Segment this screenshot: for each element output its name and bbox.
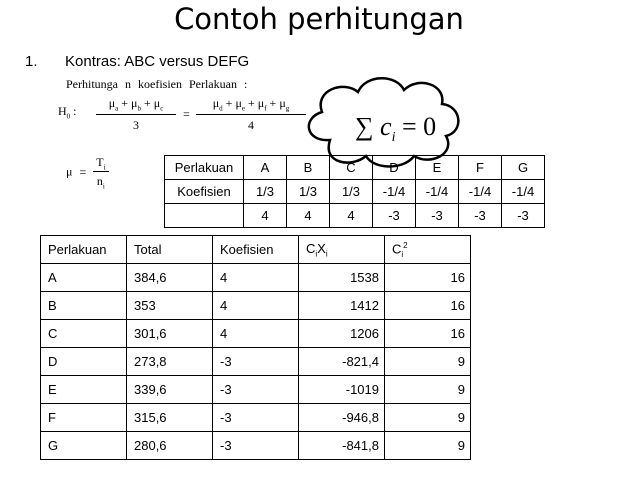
table-cell: Koefisien bbox=[165, 180, 244, 204]
cell-koefisien: -3 bbox=[213, 348, 299, 376]
fraction-defg-denominator: 4 bbox=[248, 118, 254, 133]
table-cell: -1/4 bbox=[416, 180, 459, 204]
cell-koefisien: -3 bbox=[213, 376, 299, 404]
subscript: b bbox=[137, 104, 141, 113]
table-row bbox=[41, 404, 471, 432]
cell-total: 280,6 bbox=[127, 432, 213, 460]
mu-symbol: μ bbox=[279, 96, 286, 110]
hypothesis-label bbox=[58, 104, 77, 120]
table-cell: C bbox=[330, 156, 373, 180]
mu-symbol: μ bbox=[212, 96, 220, 110]
header-cx bbox=[299, 236, 385, 264]
equals-sign: = bbox=[183, 107, 190, 121]
sigma-icon: ∑ bbox=[355, 112, 374, 141]
cell-c2: 9 bbox=[385, 432, 471, 460]
table-cell: 4 bbox=[330, 204, 373, 228]
header-c-letter: C bbox=[306, 240, 316, 256]
cell-cx: 1206 bbox=[299, 320, 385, 348]
fraction-defg-numerator bbox=[196, 96, 306, 115]
table-cell: -1/4 bbox=[502, 180, 545, 204]
table-cell: F bbox=[459, 156, 502, 180]
mu-symbol: μ bbox=[257, 96, 265, 110]
table-row bbox=[41, 348, 471, 376]
table-cell: -3 bbox=[373, 204, 416, 228]
table-cell: 4 bbox=[287, 204, 330, 228]
plus-sign: + bbox=[143, 96, 151, 110]
cell-perlakuan: E bbox=[41, 376, 127, 404]
header-koefisien: Koefisien bbox=[213, 236, 299, 264]
cell-c2: 16 bbox=[385, 320, 471, 348]
mean-numerator bbox=[93, 155, 108, 172]
cell-perlakuan: D bbox=[41, 348, 127, 376]
table-cell: -1/4 bbox=[373, 180, 416, 204]
equals-sign: = bbox=[401, 112, 417, 141]
subscript: e bbox=[241, 104, 245, 113]
plus-sign: + bbox=[247, 96, 255, 110]
cell-koefisien: -3 bbox=[213, 404, 299, 432]
plus-sign: + bbox=[269, 96, 277, 110]
table-cell: G bbox=[502, 156, 545, 180]
table-cell bbox=[165, 204, 244, 228]
mean-formula bbox=[66, 155, 109, 191]
mean-equals: = bbox=[79, 164, 87, 179]
h0-subscript: 0 bbox=[66, 112, 71, 121]
table-cell: D bbox=[373, 156, 416, 180]
subtitle-text: Kontras: ABC versus DEFG bbox=[65, 53, 250, 70]
subscript: d bbox=[219, 104, 223, 113]
table-cell: -3 bbox=[502, 204, 545, 228]
cell-koefisien: -3 bbox=[213, 432, 299, 460]
superscript: 2 bbox=[403, 240, 408, 250]
table-cell: Perlakuan bbox=[165, 156, 244, 180]
table-cell: -3 bbox=[459, 204, 502, 228]
list-number: 1. bbox=[25, 53, 38, 70]
table-row bbox=[41, 376, 471, 404]
cell-koefisien: 4 bbox=[213, 292, 299, 320]
table-row bbox=[41, 292, 471, 320]
header-total: Total bbox=[127, 236, 213, 264]
table-row bbox=[41, 320, 471, 348]
cell-cx: -1019 bbox=[299, 376, 385, 404]
fraction-abc bbox=[96, 96, 176, 133]
subscript: a bbox=[115, 104, 119, 113]
cell-perlakuan: B bbox=[41, 292, 127, 320]
zero-value: 0 bbox=[423, 112, 437, 141]
header-perlakuan: Perlakuan bbox=[41, 236, 127, 264]
c-letter: c bbox=[380, 112, 392, 141]
cell-c2: 9 bbox=[385, 376, 471, 404]
table-cell: 4 bbox=[244, 204, 287, 228]
slide-title: Contoh perhitungan bbox=[174, 2, 464, 36]
cell-total: 339,6 bbox=[127, 376, 213, 404]
table-row bbox=[41, 264, 471, 292]
mu-symbol: μ bbox=[131, 96, 138, 110]
table-cell: E bbox=[416, 156, 459, 180]
contrast-sum-formula bbox=[355, 112, 436, 146]
mu-symbol: μ bbox=[66, 164, 73, 179]
cell-cx: 1538 bbox=[299, 264, 385, 292]
fraction-defg bbox=[196, 96, 306, 133]
table-cell: 1/3 bbox=[330, 180, 373, 204]
table-header-row bbox=[41, 236, 471, 264]
table-row bbox=[41, 432, 471, 460]
mu-symbol: μ bbox=[108, 96, 116, 110]
mean-fraction bbox=[93, 155, 108, 191]
subscript: i bbox=[315, 249, 318, 259]
table-cell: A bbox=[244, 156, 287, 180]
count-letter: n bbox=[96, 174, 103, 189]
subscript: g bbox=[285, 104, 290, 113]
cell-cx: -821,4 bbox=[299, 348, 385, 376]
cell-total: 353 bbox=[127, 292, 213, 320]
cell-cx: 1412 bbox=[299, 292, 385, 320]
h0-letter: H bbox=[58, 104, 67, 118]
cell-c2: 16 bbox=[385, 292, 471, 320]
table-row bbox=[165, 180, 545, 204]
cell-koefisien: 4 bbox=[213, 320, 299, 348]
cell-perlakuan: G bbox=[41, 432, 127, 460]
mean-denominator bbox=[93, 172, 108, 190]
cell-cx: -841,8 bbox=[299, 432, 385, 460]
table-cell: -1/4 bbox=[459, 180, 502, 204]
subscript: f bbox=[264, 104, 267, 113]
plus-sign: + bbox=[121, 96, 129, 110]
fraction-abc-numerator bbox=[96, 96, 176, 115]
subscript: i bbox=[325, 249, 328, 259]
table-cell: 1/3 bbox=[244, 180, 287, 204]
header-x-letter: X bbox=[317, 240, 326, 256]
cell-total: 273,8 bbox=[127, 348, 213, 376]
plus-sign: + bbox=[225, 96, 233, 110]
subscript: c bbox=[160, 104, 164, 113]
cell-c2: 9 bbox=[385, 348, 471, 376]
cell-total: 315,6 bbox=[127, 404, 213, 432]
header-c-letter: C bbox=[392, 240, 402, 256]
cell-c2: 16 bbox=[385, 264, 471, 292]
cell-koefisien: 4 bbox=[213, 264, 299, 292]
cell-perlakuan: C bbox=[41, 320, 127, 348]
formula-heading: Perhitunga n koefisien Perlakuan : bbox=[66, 77, 248, 91]
cell-perlakuan: F bbox=[41, 404, 127, 432]
subtitle bbox=[25, 53, 249, 70]
table-row bbox=[165, 204, 545, 228]
cell-cx: -946,8 bbox=[299, 404, 385, 432]
fraction-abc-denominator: 3 bbox=[133, 118, 139, 133]
cell-total: 301,6 bbox=[127, 320, 213, 348]
cell-c2: 9 bbox=[385, 404, 471, 432]
subscript: i bbox=[103, 163, 106, 172]
subscript: i bbox=[102, 182, 105, 191]
subscript: i bbox=[401, 249, 404, 259]
coefficient-table bbox=[164, 155, 545, 228]
header-c2 bbox=[385, 236, 471, 264]
cell-total: 384,6 bbox=[127, 264, 213, 292]
cell-perlakuan: A bbox=[41, 264, 127, 292]
table-cell: 1/3 bbox=[287, 180, 330, 204]
total-letter: T bbox=[96, 155, 104, 169]
table-row bbox=[165, 156, 545, 180]
c-subscript: i bbox=[391, 130, 396, 146]
treatment-table bbox=[40, 235, 471, 460]
mu-symbol: μ bbox=[153, 96, 161, 110]
table-cell: -3 bbox=[416, 204, 459, 228]
h0-colon: : bbox=[73, 104, 77, 118]
mu-symbol: μ bbox=[235, 96, 242, 110]
table-cell: B bbox=[287, 156, 330, 180]
